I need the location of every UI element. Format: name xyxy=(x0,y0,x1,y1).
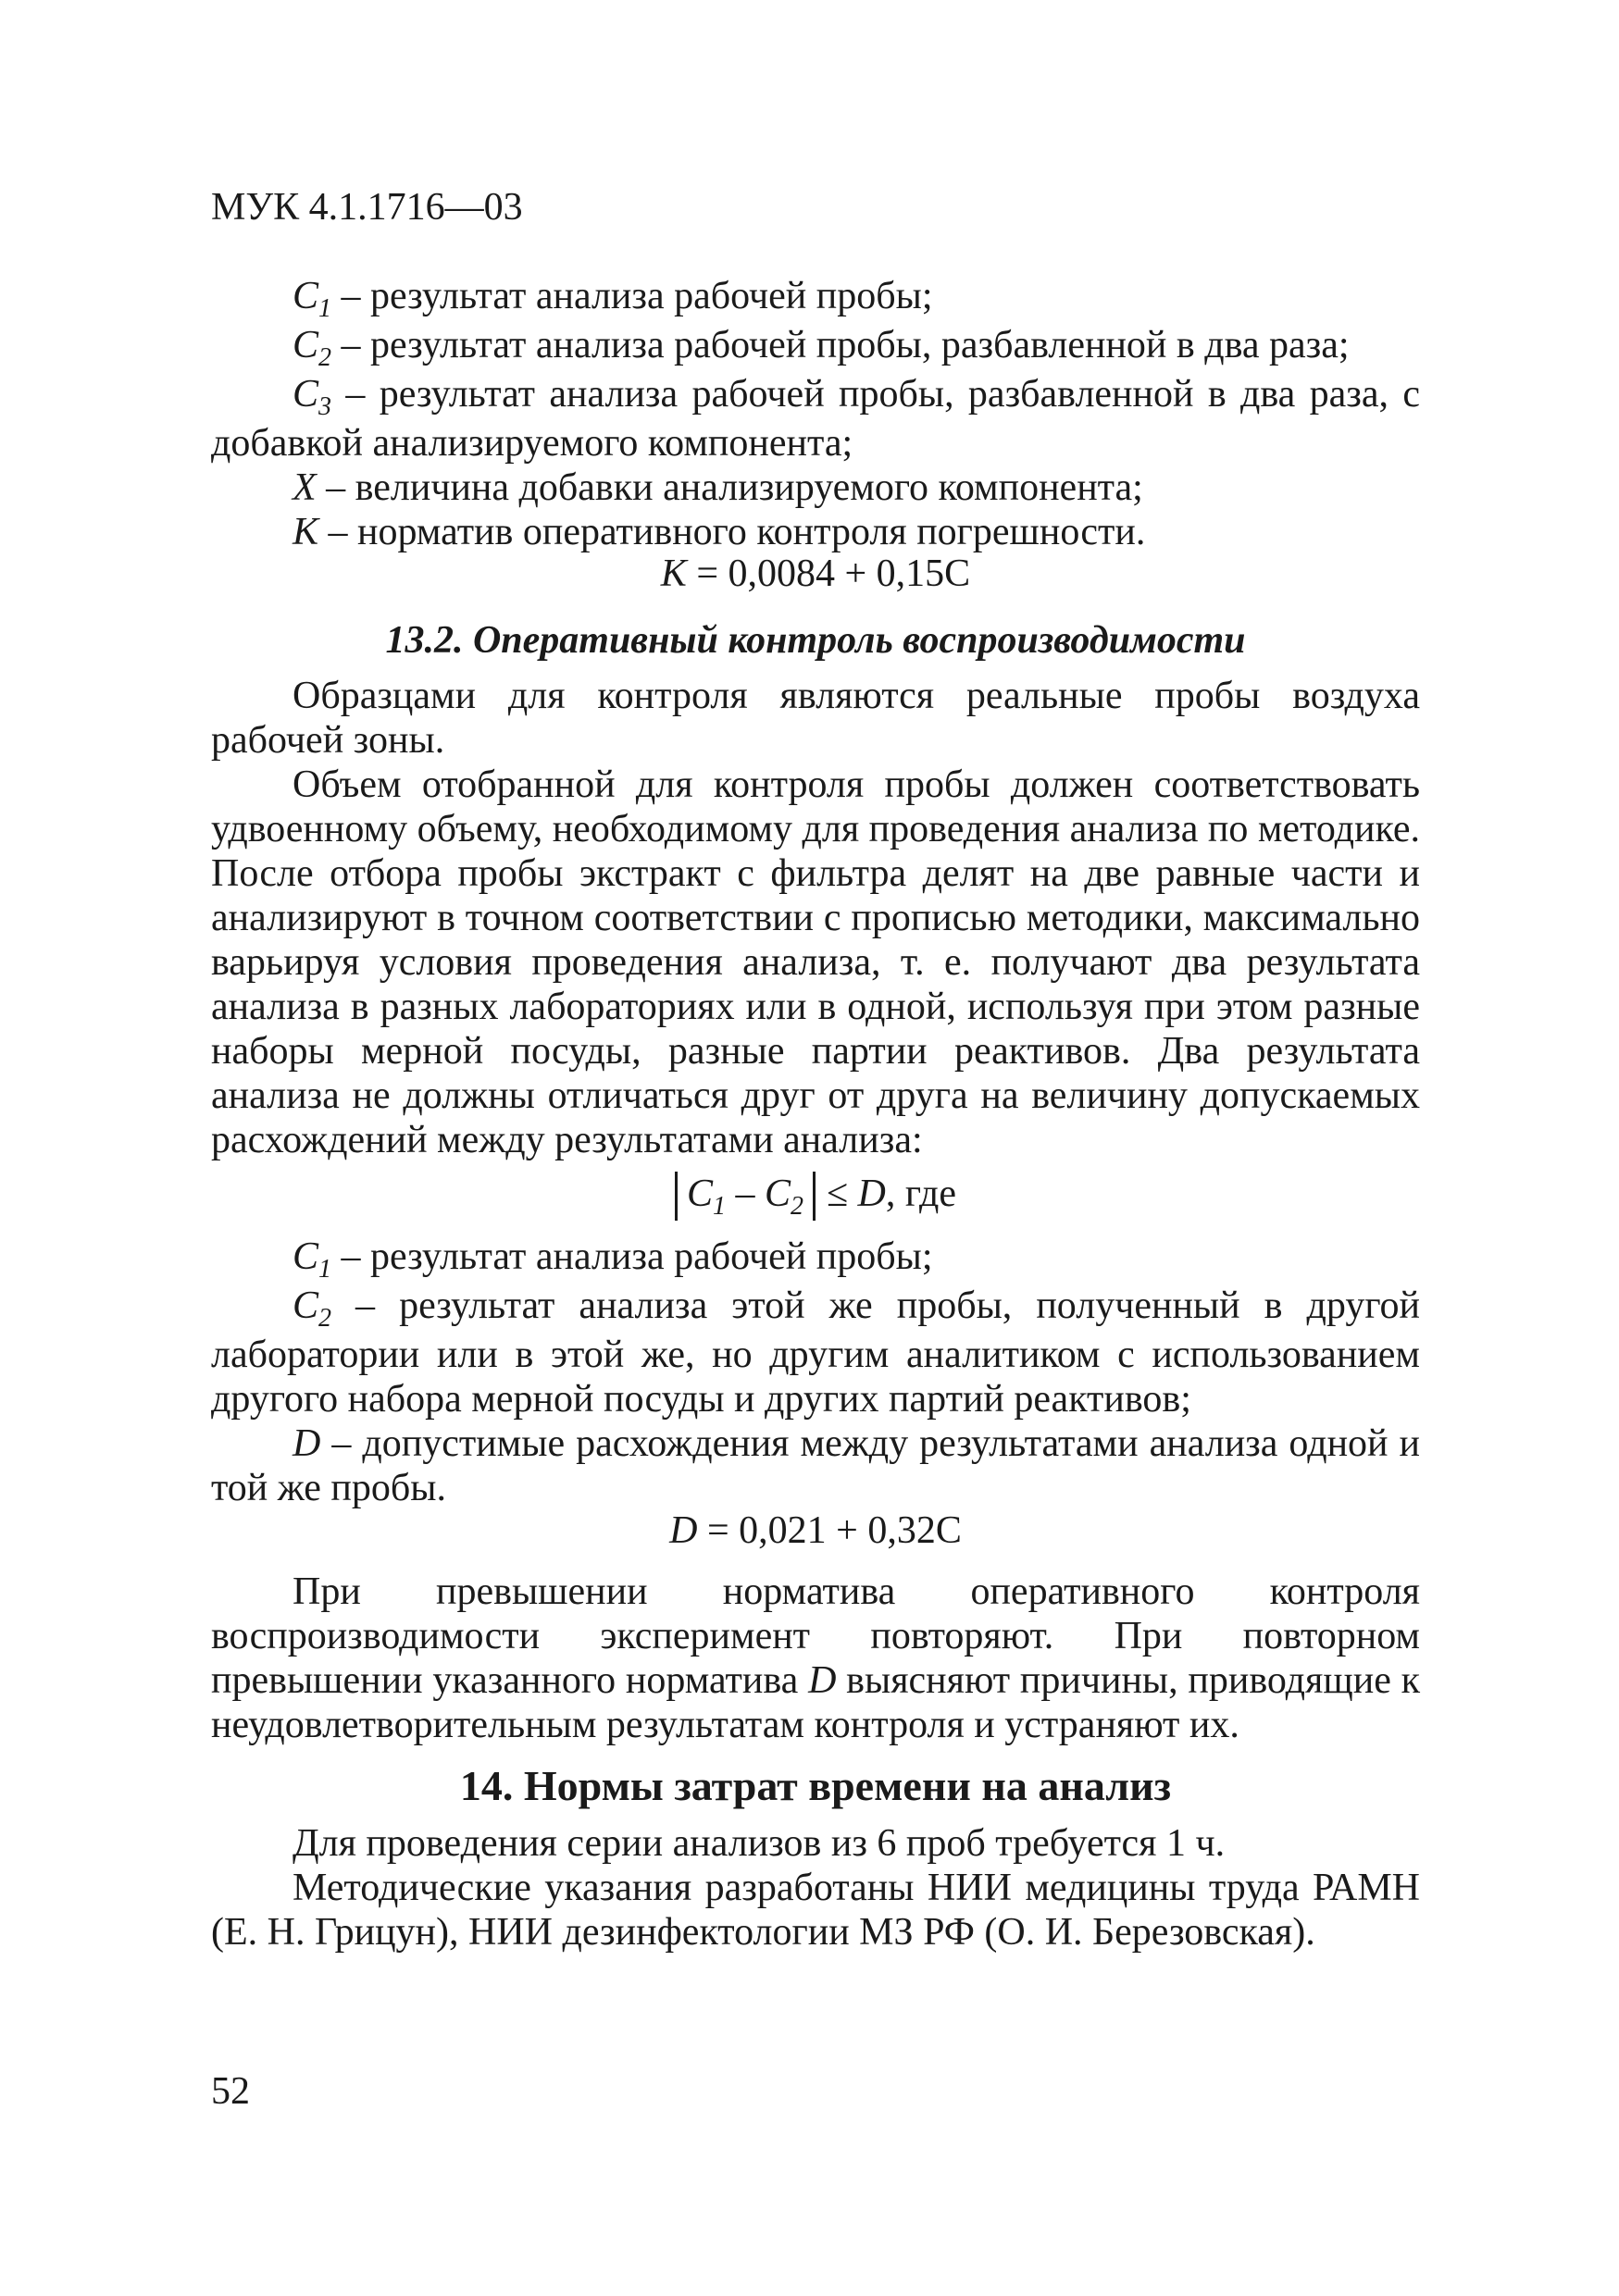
definition-text: – допустимые расхождения между результатами анализа одной и той же пробы. xyxy=(211,1422,1420,1509)
definition-c2 xyxy=(211,323,1420,372)
definitions-mid xyxy=(211,1235,1420,1510)
subscript: 2 xyxy=(790,1192,803,1221)
symbol: D xyxy=(857,1173,886,1215)
definition-x xyxy=(211,465,1420,510)
symbol: C xyxy=(293,1235,319,1278)
subscript: 1 xyxy=(318,1255,332,1284)
minus-sign: – xyxy=(725,1173,765,1215)
definition-c1 xyxy=(211,274,1420,323)
definitions-top xyxy=(211,274,1420,554)
paragraph: Методические указания разработаны НИИ медицины труда РАМН (Е. Н. Грицун), НИИ дезинфектологии МЗ РФ (О. И. Березовская). xyxy=(211,1867,1420,1954)
symbol: C xyxy=(293,373,319,416)
definition-text: – результат анализа рабочей пробы, разбавленной в два раза, с добавкой анализируемого компонента; xyxy=(211,373,1420,465)
symbol: D xyxy=(808,1659,837,1702)
formula-d xyxy=(211,1508,1420,1553)
definition-text: – результат анализа этой же пробы, полученный в другой лаборатории или в этой же, но другим аналитиком с использованием другого набора мерной посуды и других партий реактивов; xyxy=(211,1285,1420,1421)
definition-d xyxy=(211,1421,1420,1510)
formula-body: = 0,021 + 0,32С xyxy=(697,1509,962,1552)
page-number: 52 xyxy=(211,2070,250,2113)
formula-k xyxy=(211,552,1420,596)
definition-text: – результат анализа рабочей пробы, разбавленной в два раза; xyxy=(331,324,1350,366)
subscript: 1 xyxy=(712,1192,726,1221)
le-sign: ≤ xyxy=(826,1173,858,1215)
subscript: 3 xyxy=(318,392,332,421)
subscript: 2 xyxy=(318,1304,332,1333)
paragraph xyxy=(211,1570,1420,1747)
definition-text: – результат анализа рабочей пробы; xyxy=(331,275,933,317)
symbol: K xyxy=(293,511,319,553)
formula-symbol: K xyxy=(660,552,687,595)
definition-c3 xyxy=(211,372,1420,465)
section-title: 14. Нормы затрат времени на анализ xyxy=(459,1762,1172,1809)
symbol: D xyxy=(293,1422,321,1465)
running-header: МУК 4.1.1716—03 xyxy=(211,186,523,229)
formula-abs xyxy=(211,1172,1420,1221)
definition-text: – результат анализа рабочей пробы; xyxy=(331,1235,933,1278)
paragraph: Для проведения серии анализов из 6 проб требуется 1 ч. xyxy=(293,1822,1226,1865)
section-title: 13.2. Оперативный контроль воспроизводимости xyxy=(385,619,1246,662)
section-14 xyxy=(211,1764,1420,1955)
formula-symbol: D xyxy=(669,1509,698,1552)
subscript: 1 xyxy=(318,294,332,323)
subscript: 2 xyxy=(318,343,332,372)
definition-k xyxy=(211,510,1420,554)
definition-text: – величина добавки анализируемого компонента; xyxy=(316,466,1143,509)
absolute-value-bars xyxy=(675,1172,816,1221)
symbol: C xyxy=(293,275,319,317)
symbol: X xyxy=(293,466,317,509)
exceed-paragraph-block xyxy=(211,1570,1420,1747)
symbol: C xyxy=(764,1173,791,1215)
paragraph: Объем отобранной для контроля пробы должен соответствовать удвоенному объему, необходимому для проведения анализа по методике. После отбора пробы экстракт с фильтра делят на две равные части и анализируют в точном соответствии с прописью методики, максимально варьируя условия проведения анализа, т. е. получают два результата анализа в разных лабораториях или в одной, используя при этом разные наборы мерной посуды, разные партии реактивов. Два результата анализа не должны отличаться друг от друга на величину допускаемых расхождений между результатами анализа: xyxy=(211,763,1420,1161)
definition-c1 xyxy=(211,1235,1420,1284)
formula-body: = 0,0084 + 0,15С xyxy=(686,552,971,595)
text: выясняют причины, приводящие к неудовлетворительным результатам контроля и устраняют их. xyxy=(211,1659,1420,1746)
text: При превышении норматива оперативного контроля воспроизводимости эксперимент повторяют. При повторном превышении указанного норматива xyxy=(211,1570,1420,1702)
symbol: C xyxy=(686,1173,713,1215)
definition-c2 xyxy=(211,1284,1420,1421)
symbol: C xyxy=(293,324,319,366)
definition-text: – норматив оперативного контроля погрешности. xyxy=(318,511,1146,553)
formula-tail: , где xyxy=(885,1173,957,1215)
paragraph: Образцами для контроля являются реальные пробы воздуха рабочей зоны. xyxy=(211,675,1420,762)
section-13-2 xyxy=(211,618,1420,1162)
symbol: C xyxy=(293,1285,319,1327)
